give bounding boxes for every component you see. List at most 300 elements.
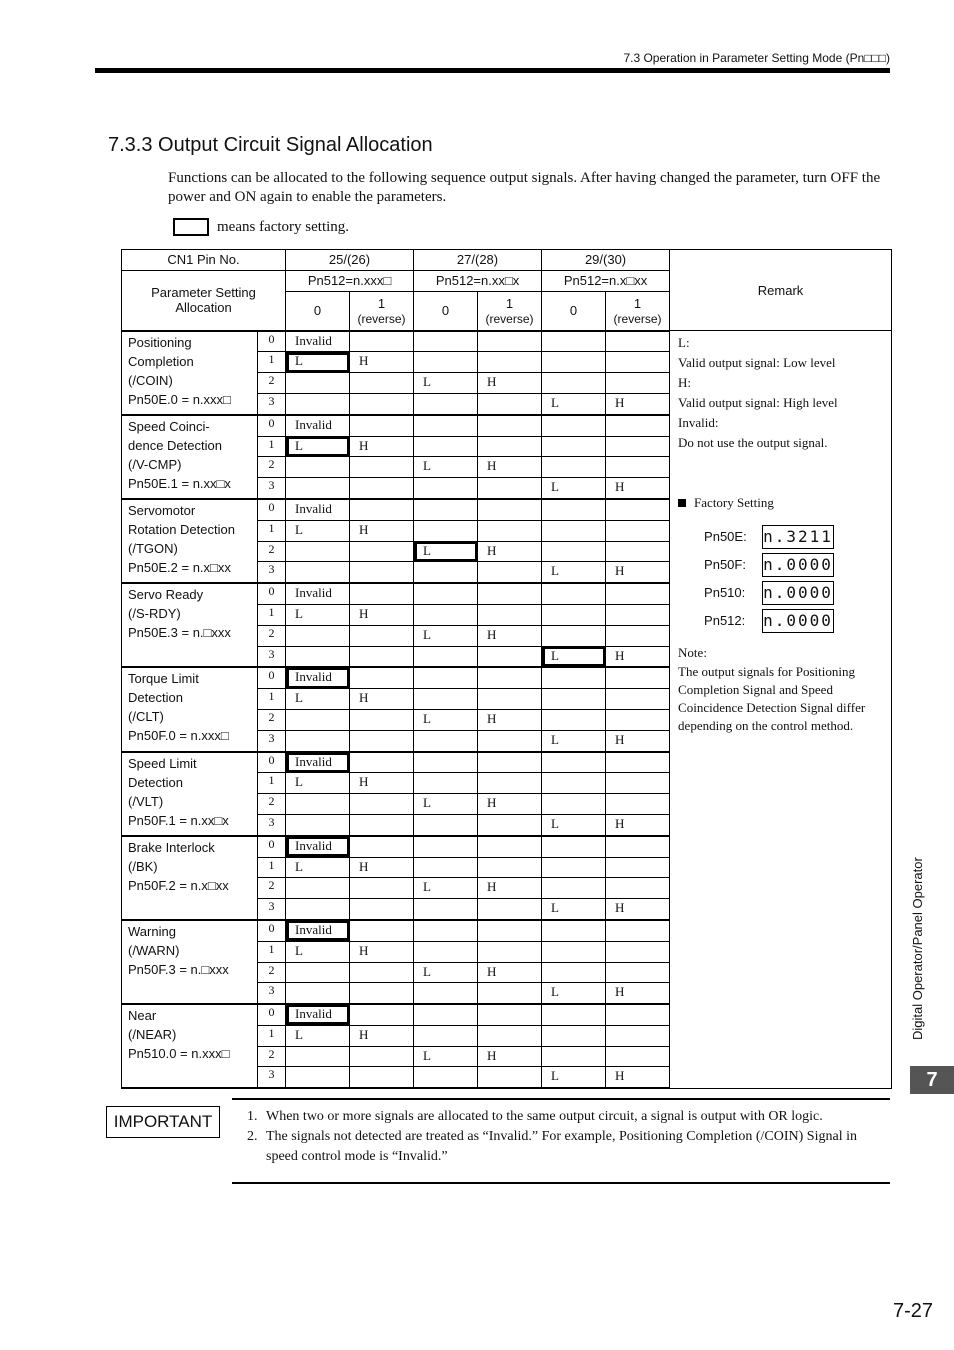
allocation-cell — [606, 604, 670, 625]
setting-index: 3 — [258, 730, 286, 751]
allocation-cell — [414, 604, 478, 625]
allocation-cell — [478, 583, 542, 604]
setting-index: 3 — [258, 899, 286, 920]
allocation-cell: H — [606, 899, 670, 920]
allocation-cell — [350, 962, 414, 983]
allocation-cell — [478, 393, 542, 414]
important-note: 1. When two or more signals are allocated to the same output circuit, a signal is output with OR logic. — [247, 1109, 823, 1124]
allocation-cell: L — [286, 436, 350, 457]
setting-0-header: 0 — [286, 291, 350, 331]
signal-name-cell: Positioning Completion (/COIN) Pn50E.0 = n.xxx□ — [122, 331, 258, 415]
allocation-cell — [606, 457, 670, 478]
setting-index: 3 — [258, 1067, 286, 1088]
allocation-cell — [606, 1004, 670, 1025]
allocation-cell — [286, 373, 350, 394]
allocation-cell: H — [350, 689, 414, 710]
allocation-cell — [478, 730, 542, 751]
allocation-cell — [606, 709, 670, 730]
allocation-cell — [478, 667, 542, 688]
setting-index: 1 — [258, 436, 286, 457]
allocation-cell: Invalid — [286, 836, 350, 857]
allocation-cell — [286, 962, 350, 983]
allocation-cell — [606, 520, 670, 541]
allocation-cell — [350, 583, 414, 604]
allocation-cell: L — [414, 625, 478, 646]
allocation-cell: L — [414, 794, 478, 815]
allocation-cell — [286, 709, 350, 730]
setting-index: 3 — [258, 393, 286, 414]
allocation-cell: H — [350, 352, 414, 373]
signal-name-cell: Speed Coinci- dence Detection (/V-CMP) Pn50E.1 = n.xx□x — [122, 415, 258, 499]
parameter-setting-header: Parameter Setting Allocation — [122, 270, 286, 330]
allocation-cell — [478, 1004, 542, 1025]
allocation-cell — [414, 667, 478, 688]
setting-index: 0 — [258, 415, 286, 436]
allocation-cell — [478, 857, 542, 878]
allocation-cell — [414, 857, 478, 878]
allocation-cell — [542, 962, 606, 983]
allocation-cell — [542, 689, 606, 710]
allocation-cell: L — [286, 604, 350, 625]
allocation-cell — [414, 773, 478, 794]
allocation-cell: H — [350, 941, 414, 962]
allocation-cell — [478, 814, 542, 835]
allocation-cell: H — [606, 562, 670, 583]
allocation-cell — [478, 941, 542, 962]
allocation-cell — [414, 393, 478, 414]
allocation-cell — [350, 730, 414, 751]
allocation-cell: H — [478, 962, 542, 983]
setting-index: 1 — [258, 1025, 286, 1046]
allocation-cell — [350, 752, 414, 773]
setting-1-reverse-header: 1 (reverse) — [350, 291, 414, 331]
allocation-cell: Invalid — [286, 415, 350, 436]
setting-index: 2 — [258, 878, 286, 899]
allocation-cell — [414, 730, 478, 751]
allocation-cell: H — [478, 878, 542, 899]
allocation-cell — [478, 415, 542, 436]
allocation-cell: H — [606, 983, 670, 1004]
factory-setting-row: Pn50F: n.0000 — [704, 551, 883, 579]
allocation-cell — [350, 1046, 414, 1067]
allocation-cell — [606, 583, 670, 604]
allocation-cell — [478, 1025, 542, 1046]
allocation-cell: L — [542, 562, 606, 583]
setting-index: 0 — [258, 752, 286, 773]
allocation-cell — [414, 646, 478, 667]
allocation-cell — [350, 373, 414, 394]
allocation-cell — [542, 836, 606, 857]
allocation-cell — [286, 983, 350, 1004]
allocation-cell — [350, 667, 414, 688]
allocation-cell: H — [350, 604, 414, 625]
allocation-cell — [350, 1004, 414, 1025]
factory-setting-legend — [173, 218, 349, 236]
setting-index: 1 — [258, 857, 286, 878]
seven-segment-display: n.0000 — [762, 553, 834, 577]
legend-box — [173, 218, 209, 236]
seven-segment-display: n.3211 — [762, 525, 834, 549]
allocation-cell — [350, 646, 414, 667]
allocation-cell — [606, 436, 670, 457]
setting-index: 3 — [258, 478, 286, 499]
signal-name-cell: Servo Ready (/S-RDY) Pn50E.3 = n.□xxx — [122, 583, 258, 667]
allocation-cell: L — [542, 393, 606, 414]
allocation-cell — [478, 604, 542, 625]
allocation-cell — [286, 794, 350, 815]
allocation-cell — [542, 709, 606, 730]
allocation-cell — [414, 689, 478, 710]
page-number: 7-27 — [893, 1300, 934, 1322]
allocation-cell: L — [286, 352, 350, 373]
allocation-cell: L — [542, 1067, 606, 1088]
allocation-cell — [350, 625, 414, 646]
allocation-cell — [542, 520, 606, 541]
allocation-cell — [350, 814, 414, 835]
signal-name-cell: Servomotor Rotation Detection (/TGON) Pn50E.2 = n.x□xx — [122, 499, 258, 583]
allocation-cell — [606, 794, 670, 815]
allocation-cell — [350, 562, 414, 583]
note-title: Note: — [678, 645, 707, 661]
setting-index: 0 — [258, 1004, 286, 1025]
allocation-cell — [350, 541, 414, 562]
allocation-cell: L — [414, 878, 478, 899]
signal-name-cell: Torque Limit Detection (/CLT) Pn50F.0 = n.xxx□ — [122, 667, 258, 751]
remark-invalid-title: Invalid: — [678, 415, 719, 431]
cn1-pin-header: CN1 Pin No. — [122, 250, 286, 271]
allocation-cell — [542, 499, 606, 520]
allocation-cell — [350, 457, 414, 478]
allocation-cell — [414, 1004, 478, 1025]
allocation-cell: H — [350, 520, 414, 541]
allocation-cell — [414, 331, 478, 352]
allocation-cell — [350, 878, 414, 899]
allocation-cell — [414, 752, 478, 773]
allocation-cell — [286, 393, 350, 414]
factory-setting-title: Factory Setting — [678, 493, 883, 513]
allocation-cell: Invalid — [286, 499, 350, 520]
allocation-cell: Invalid — [286, 667, 350, 688]
allocation-cell: H — [478, 709, 542, 730]
allocation-cell — [414, 520, 478, 541]
factory-setting-row: Pn50E: n.3211 — [704, 523, 883, 551]
allocation-cell — [414, 352, 478, 373]
important-note: 2. The signals not detected are treated as “Invalid.” For example, Positioning Completion (/COIN) Signal in speed control mode is “Invalid.” — [247, 1129, 857, 1164]
allocation-cell: H — [350, 1025, 414, 1046]
allocation-cell: L — [414, 457, 478, 478]
allocation-cell — [286, 814, 350, 835]
allocation-cell — [478, 499, 542, 520]
param-header-2: Pn512=n.xx□x — [414, 270, 542, 291]
important-label: IMPORTANT — [106, 1106, 220, 1138]
allocation-cell: L — [286, 689, 350, 710]
seven-segment-display: n.0000 — [762, 609, 834, 633]
allocation-cell — [478, 1067, 542, 1088]
allocation-cell — [542, 1046, 606, 1067]
setting-index: 1 — [258, 689, 286, 710]
allocation-cell: H — [478, 625, 542, 646]
setting-index: 2 — [258, 373, 286, 394]
setting-index: 3 — [258, 983, 286, 1004]
allocation-table — [121, 249, 892, 1089]
allocation-cell: H — [350, 436, 414, 457]
allocation-cell — [606, 415, 670, 436]
allocation-cell: L — [542, 730, 606, 751]
allocation-cell: H — [606, 478, 670, 499]
allocation-cell: Invalid — [286, 752, 350, 773]
allocation-cell: L — [286, 857, 350, 878]
section-title: 7.3.3 Output Circuit Signal Allocation — [108, 134, 433, 156]
allocation-cell — [478, 983, 542, 1004]
allocation-cell — [350, 393, 414, 414]
allocation-cell — [606, 773, 670, 794]
allocation-cell — [286, 1067, 350, 1088]
allocation-cell — [350, 1067, 414, 1088]
allocation-cell — [542, 773, 606, 794]
allocation-cell: Invalid — [286, 1004, 350, 1025]
allocation-cell: H — [606, 646, 670, 667]
allocation-cell — [350, 415, 414, 436]
allocation-cell — [286, 646, 350, 667]
allocation-cell: H — [478, 541, 542, 562]
running-header: 7.3 Operation in Parameter Setting Mode (Pn□□□) — [623, 51, 890, 65]
remark-invalid-desc: Do not use the output signal. — [678, 435, 828, 451]
allocation-cell: L — [286, 773, 350, 794]
allocation-cell: Invalid — [286, 583, 350, 604]
allocation-cell — [286, 899, 350, 920]
allocation-cell — [414, 920, 478, 941]
setting-index: 1 — [258, 773, 286, 794]
note-text: The output signals for Positioning Completion Signal and Speed Coincidence Detection Signal differ depending on the control method. — [678, 664, 866, 734]
allocation-cell: L — [542, 478, 606, 499]
allocation-cell — [478, 436, 542, 457]
allocation-cell — [414, 583, 478, 604]
factory-setting-row: Pn512: n.0000 — [704, 607, 883, 635]
allocation-cell — [350, 709, 414, 730]
setting-index: 3 — [258, 814, 286, 835]
allocation-cell: H — [478, 373, 542, 394]
allocation-cell — [606, 836, 670, 857]
allocation-cell — [350, 499, 414, 520]
allocation-cell — [478, 920, 542, 941]
allocation-cell: L — [286, 941, 350, 962]
allocation-cell — [350, 836, 414, 857]
allocation-cell — [478, 752, 542, 773]
allocation-cell — [478, 331, 542, 352]
setting-index: 0 — [258, 667, 286, 688]
legend-text: means factory setting. — [217, 218, 350, 235]
allocation-cell: Invalid — [286, 331, 350, 352]
allocation-cell — [414, 499, 478, 520]
setting-index: 2 — [258, 794, 286, 815]
allocation-cell: H — [606, 814, 670, 835]
setting-1-reverse-header: 1 (reverse) — [478, 291, 542, 331]
allocation-cell — [606, 1046, 670, 1067]
param-header-3: Pn512=n.x□xx — [542, 270, 670, 291]
allocation-cell — [414, 836, 478, 857]
allocation-cell — [350, 920, 414, 941]
allocation-cell: Invalid — [286, 920, 350, 941]
allocation-cell — [542, 667, 606, 688]
allocation-cell — [478, 773, 542, 794]
allocation-cell — [606, 667, 670, 688]
setting-index: 2 — [258, 625, 286, 646]
setting-0-header: 0 — [414, 291, 478, 331]
allocation-cell: L — [414, 962, 478, 983]
allocation-cell — [606, 625, 670, 646]
allocation-cell — [606, 689, 670, 710]
allocation-cell — [542, 373, 606, 394]
allocation-cell: H — [478, 457, 542, 478]
allocation-cell — [414, 814, 478, 835]
allocation-cell — [478, 689, 542, 710]
allocation-cell — [414, 1067, 478, 1088]
setting-index: 2 — [258, 457, 286, 478]
allocation-cell — [286, 478, 350, 499]
allocation-cell: L — [542, 646, 606, 667]
header-rule — [95, 68, 890, 73]
allocation-cell: L — [414, 709, 478, 730]
allocation-cell: H — [478, 794, 542, 815]
seven-segment-display: n.0000 — [762, 581, 834, 605]
setting-index: 0 — [258, 499, 286, 520]
setting-index: 2 — [258, 962, 286, 983]
allocation-cell — [478, 478, 542, 499]
allocation-cell — [414, 436, 478, 457]
setting-0-header: 0 — [542, 291, 606, 331]
remark-l-desc: Valid output signal: Low level — [678, 355, 836, 371]
pin-header-3: 29/(30) — [542, 250, 670, 271]
setting-index: 2 — [258, 541, 286, 562]
allocation-cell — [478, 520, 542, 541]
allocation-cell: L — [542, 814, 606, 835]
allocation-cell: L — [414, 1046, 478, 1067]
allocation-cell — [606, 920, 670, 941]
allocation-cell — [542, 604, 606, 625]
allocation-row — [122, 331, 892, 352]
remark-header: Remark — [670, 250, 892, 331]
allocation-cell — [414, 899, 478, 920]
allocation-cell — [350, 794, 414, 815]
allocation-cell — [606, 857, 670, 878]
allocation-cell — [478, 562, 542, 583]
allocation-cell — [350, 478, 414, 499]
allocation-cell — [286, 878, 350, 899]
allocation-cell — [542, 331, 606, 352]
signal-name-cell: Speed Limit Detection (/VLT) Pn50F.1 = n.xx□x — [122, 752, 258, 836]
allocation-cell — [542, 941, 606, 962]
allocation-cell: L — [286, 1025, 350, 1046]
remark-h-title: H: — [678, 375, 692, 391]
allocation-cell: H — [350, 857, 414, 878]
setting-index: 1 — [258, 604, 286, 625]
allocation-cell — [606, 373, 670, 394]
allocation-cell — [606, 878, 670, 899]
allocation-cell — [606, 499, 670, 520]
allocation-cell — [414, 415, 478, 436]
setting-index: 3 — [258, 562, 286, 583]
allocation-cell — [350, 331, 414, 352]
factory-setting-row: Pn510: n.0000 — [704, 579, 883, 607]
remark-cell — [670, 331, 892, 1089]
important-notes — [247, 1107, 877, 1167]
allocation-cell — [542, 457, 606, 478]
allocation-cell: L — [542, 899, 606, 920]
allocation-cell — [286, 625, 350, 646]
allocation-cell — [286, 730, 350, 751]
allocation-cell — [286, 541, 350, 562]
setting-index: 1 — [258, 941, 286, 962]
allocation-cell: H — [478, 1046, 542, 1067]
allocation-cell — [542, 625, 606, 646]
allocation-cell — [478, 352, 542, 373]
setting-index: 0 — [258, 331, 286, 352]
intro-paragraph: Functions can be allocated to the following sequence output signals. After having changed the parameter, turn OFF the power and ON again to enable the parameters. — [168, 170, 881, 205]
setting-index: 0 — [258, 836, 286, 857]
chapter-tab: 7 — [910, 1066, 954, 1094]
allocation-cell — [542, 1025, 606, 1046]
allocation-cell — [542, 878, 606, 899]
allocation-cell — [414, 941, 478, 962]
allocation-cell — [606, 352, 670, 373]
allocation-cell — [286, 562, 350, 583]
allocation-cell — [542, 1004, 606, 1025]
pin-header-2: 27/(28) — [414, 250, 542, 271]
param-header-1: Pn512=n.xxx□ — [286, 270, 414, 291]
setting-1-reverse-header: 1 (reverse) — [606, 291, 670, 331]
allocation-cell — [542, 583, 606, 604]
allocation-cell — [414, 1025, 478, 1046]
allocation-cell: H — [350, 773, 414, 794]
allocation-cell — [606, 941, 670, 962]
setting-index: 0 — [258, 920, 286, 941]
signal-name-cell: Brake Interlock (/BK) Pn50F.2 = n.x□xx — [122, 836, 258, 920]
setting-index: 3 — [258, 646, 286, 667]
allocation-cell — [350, 899, 414, 920]
setting-index: 1 — [258, 352, 286, 373]
allocation-cell: H — [606, 730, 670, 751]
allocation-cell — [478, 899, 542, 920]
allocation-cell — [606, 752, 670, 773]
remark-h-desc: Valid output signal: High level — [678, 395, 838, 411]
allocation-cell: L — [286, 520, 350, 541]
allocation-cell — [414, 983, 478, 1004]
allocation-cell — [286, 457, 350, 478]
allocation-cell — [542, 857, 606, 878]
allocation-cell — [606, 962, 670, 983]
allocation-cell — [542, 352, 606, 373]
allocation-cell — [542, 415, 606, 436]
allocation-cell: L — [414, 541, 478, 562]
allocation-cell — [286, 1046, 350, 1067]
setting-index: 2 — [258, 709, 286, 730]
chapter-sidebar-label: Digital Operator/Panel Operator — [910, 857, 925, 1040]
setting-index: 0 — [258, 583, 286, 604]
allocation-cell — [606, 1025, 670, 1046]
signal-name-cell: Warning (/WARN) Pn50F.3 = n.□xxx — [122, 920, 258, 1004]
setting-index: 2 — [258, 1046, 286, 1067]
allocation-cell — [542, 752, 606, 773]
allocation-cell — [542, 794, 606, 815]
setting-index: 1 — [258, 520, 286, 541]
allocation-cell: H — [606, 1067, 670, 1088]
allocation-cell — [478, 646, 542, 667]
allocation-cell — [606, 331, 670, 352]
allocation-cell: L — [414, 373, 478, 394]
remark-l-title: L: — [678, 335, 690, 351]
allocation-cell — [542, 920, 606, 941]
allocation-cell — [478, 836, 542, 857]
